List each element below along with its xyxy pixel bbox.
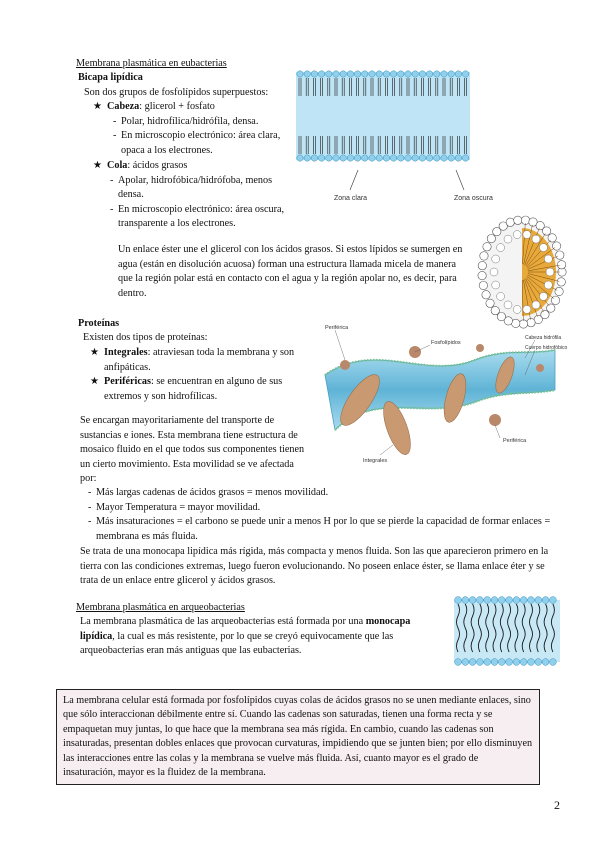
section-title-arqueobacterias: Membrana plasmática en arqueobacterias (76, 602, 245, 613)
summary-box (56, 689, 540, 785)
cabeza-desc: : glicerol + fosfato (139, 101, 215, 112)
section-title-eubacterias: Membrana plasmática en eubacterias (76, 58, 227, 69)
cabeza-block (107, 100, 292, 158)
page-number: 2 (554, 798, 560, 812)
ester-paragraph: Un enlace éster une el glicerol con los ácidos grasos. Si estos lípidos se sumergen en agua (están en disolución acuosa) forman una estructura llamada micela de manera que la región polar está en contacto con el agua y la región apolar no, es decir, para dentro. (118, 244, 463, 299)
label-cabeza-hidrofila: Cabeza hidrófila (525, 335, 562, 341)
factor-item: - Mayor Temperatura = mayor movilidad. (96, 501, 551, 516)
label-integrales: Integrales (363, 458, 388, 464)
monocapa-paragraph: Se trata de una monocapa lipídica más rígida, más compacta y menos fluida. Son las que aparecieron primero en la tierra con las condiciones extremas, luego fueron evolucionando. No poseen enlace éster, se llama enlace éter y se trata de un enlace entre glicerol y ácidos grasos. (80, 546, 549, 587)
perifericas-term: Periféricas (104, 376, 151, 388)
arqueo-text-pre: La membrana plasmática de las arqueobacterias está formada por una (80, 616, 366, 627)
cola-item: - En microscopio electrónico: área oscura, transparente a los electrones. (118, 203, 292, 232)
perifericas-desc: : se encuentran en alguno de sus extremos y son hidrofílicas. (104, 376, 283, 402)
label-periferica-bottom: Periférica (503, 438, 527, 444)
arqueo-text-bold: monocapa lipídica (80, 616, 411, 642)
bicapa-intro: Son dos grupos de fosfolípidos superpuestos: (84, 87, 269, 98)
summary-text: La membrana celular está formada por fosfolípidos cuyas colas de ácidos grasos no se unen mediante enlaces, sino que sólo interaccionan débilmente entre sí. Cuando las cadenas son saturadas, tienen una forma recta y se empaquetan muy juntas, lo que hace que la membrana sea más rígida. En cambio, cuando las cadenas son insaturadas, presentan dobles enlaces que provocan curvaturas, impidiendo que se junten bien; por ello disminuyen las interacciones entre las colas y la membrana se vuelve más fluida. Así, cuanto mayor es el grado de insaturación, mayor es la fluidez de la membrana. (63, 695, 533, 779)
cola-block (107, 159, 292, 232)
proteinas-intro: Existen dos tipos de proteínas: (83, 332, 208, 343)
mobility-factors (96, 486, 551, 544)
label-cuerpo-hidrofobico: Cuerpo hidrofóbico (525, 345, 568, 351)
factor-item: - Más insaturaciones = el carbono se puede unir a menos H por lo que se pierde la capacidad de formar enlaces = membrana es más fluida. (96, 515, 551, 544)
transport-paragraph: Se encargan mayoritariamente del transporte de sustancias e iones. Esta membrana tiene estructura de mosaico fluido en el que todos sus componentes tienen un cierto movimiento. Esta movilidad se ve afectada por: (80, 415, 305, 485)
cola-desc: : ácidos grasos (127, 160, 188, 171)
arqueo-paragraph (80, 615, 428, 659)
label-fosfolipidos: Fosfolípidos (431, 340, 461, 346)
factor-item: - Más largas cadenas de ácidos grasos = menos movilidad. (96, 486, 551, 501)
cola-item: - Apolar, hidrofóbica/hidrófoba, menos densa. (118, 174, 292, 203)
subtitle-bicapa: Bicapa lipídica (78, 72, 143, 83)
protein-types (104, 346, 296, 404)
cabeza-item: - Polar, hidrofílica/hidrófila, densa. (121, 115, 292, 130)
cola-term: Cola (107, 160, 128, 171)
micelle-figure (476, 212, 568, 330)
cabeza-term: Cabeza (107, 101, 140, 112)
bilayer-figure (294, 62, 493, 207)
monolayer-figure (452, 592, 562, 670)
label-zona-oscura: Zona oscura (454, 195, 493, 202)
fluid-mosaic-figure (305, 320, 568, 465)
cabeza-item: - En microscopio electrónico: área clara, opaca a los electrones. (121, 129, 292, 158)
section-title-proteinas: Proteínas (78, 318, 120, 329)
integrales-term: Integrales (104, 347, 148, 358)
label-zona-clara: Zona clara (334, 195, 368, 202)
arqueo-text-post: , la cual es más resistente, por lo que se creyó equivocamente que las arqueobacterias eran más antiguas que las eubacterias. (80, 630, 394, 657)
integrales-desc: : atraviesan toda la membrana y son anfipáticas. (104, 347, 295, 373)
label-periferica-top: Periférica (325, 325, 349, 331)
